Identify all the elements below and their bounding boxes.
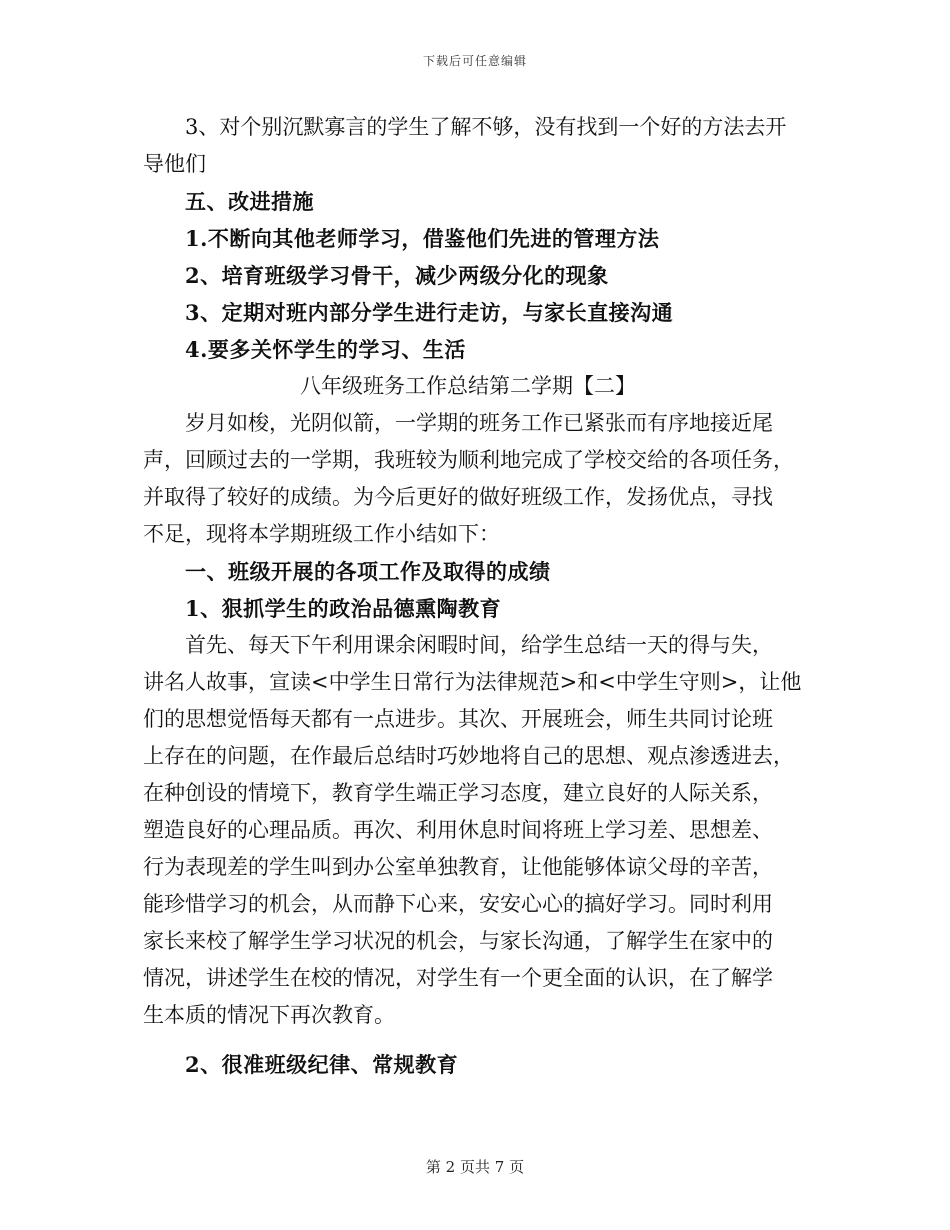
moral-paragraph-line-7: 行为表现差的学生叫到办公室单独教育，让他能够体谅父母的辛苦， xyxy=(143,855,773,879)
list-item-3-line-2: 导他们 xyxy=(143,152,206,176)
moral-paragraph-line-5: 在种创设的情境下，教育学生端正学习态度，建立良好的人际关系， xyxy=(143,781,773,805)
improvement-item-2: 2、培育班级学习骨干，减少两级分化的现象 xyxy=(185,263,609,288)
intro-paragraph-line-4: 不足，现将本学期班级工作小结如下： xyxy=(143,522,500,546)
moral-paragraph-line-4: 上存在的问题，在作最后总结时巧妙地将自己的思想、观点渗透进去， xyxy=(143,744,794,768)
moral-paragraph-line-1: 首先、每天下午利用课余闲暇时间，给学生总结一天的得与失， xyxy=(185,633,773,657)
moral-paragraph-line-3: 们的思想觉悟每天都有一点进步。其次、开展班会，师生共同讨论班 xyxy=(143,707,773,731)
subsection-heading-discipline: 2、很准班级纪律、常规教育 xyxy=(185,1052,459,1077)
intro-paragraph-line-1: 岁月如梭，光阴似箭，一学期的班务工作已紧张而有序地接近尾 xyxy=(185,411,773,435)
moral-paragraph-line-2: 讲名人故事，宣读<中学生日常行为法律规范>和<中学生守则>，让他 xyxy=(143,670,802,694)
moral-paragraph-line-6: 塑造良好的心理品质。再次、利用休息时间将班上学习差、思想差、 xyxy=(143,818,773,842)
section-heading-improvements: 五、改进措施 xyxy=(185,189,314,214)
moral-paragraph-line-10: 情况，讲述学生在校的情况，对学生有一个更全面的认识，在了解学 xyxy=(143,966,773,990)
improvement-item-1: 1.不断向其他老师学习，借鉴他们先进的管理方法 xyxy=(185,226,660,251)
list-item-3-line-1: 3、对个别沉默寡言的学生了解不够，没有找到一个好的方法去开 xyxy=(185,115,787,139)
improvement-item-3: 3、定期对班内部分学生进行走访，与家长直接沟通 xyxy=(185,300,674,325)
improvement-item-4: 4.要多关怀学生的学习、生活 xyxy=(185,337,466,362)
moral-paragraph-line-9: 家长来校了解学生学习状况的机会，与家长沟通，了解学生在家中的 xyxy=(143,929,773,953)
document-body xyxy=(143,109,802,1083)
moral-paragraph-line-11: 生本质的情况下再次教育。 xyxy=(143,1003,395,1027)
document-title: 八年级班务工作总结第二学期【二】 xyxy=(300,374,636,398)
intro-paragraph-line-3: 并取得了较好的成绩。为今后更好的做好班级工作，发扬优点，寻找 xyxy=(143,485,773,509)
section-heading-achievements: 一、班级开展的各项工作及取得的成绩 xyxy=(185,559,551,584)
intro-paragraph-line-2: 声，回顾过去的一学期，我班较为顺利地完成了学校交给的各项任务， xyxy=(143,448,794,472)
page-number: 第 2 页共 7 页 xyxy=(425,1158,525,1176)
page-header: 下载后可任意编辑 xyxy=(422,54,527,68)
subsection-heading-moral-education: 1、狠抓学生的政治品德熏陶教育 xyxy=(185,596,502,621)
moral-paragraph-line-8: 能珍惜学习的机会，从而静下心来，安安心心的搞好学习。同时利用 xyxy=(143,892,773,916)
